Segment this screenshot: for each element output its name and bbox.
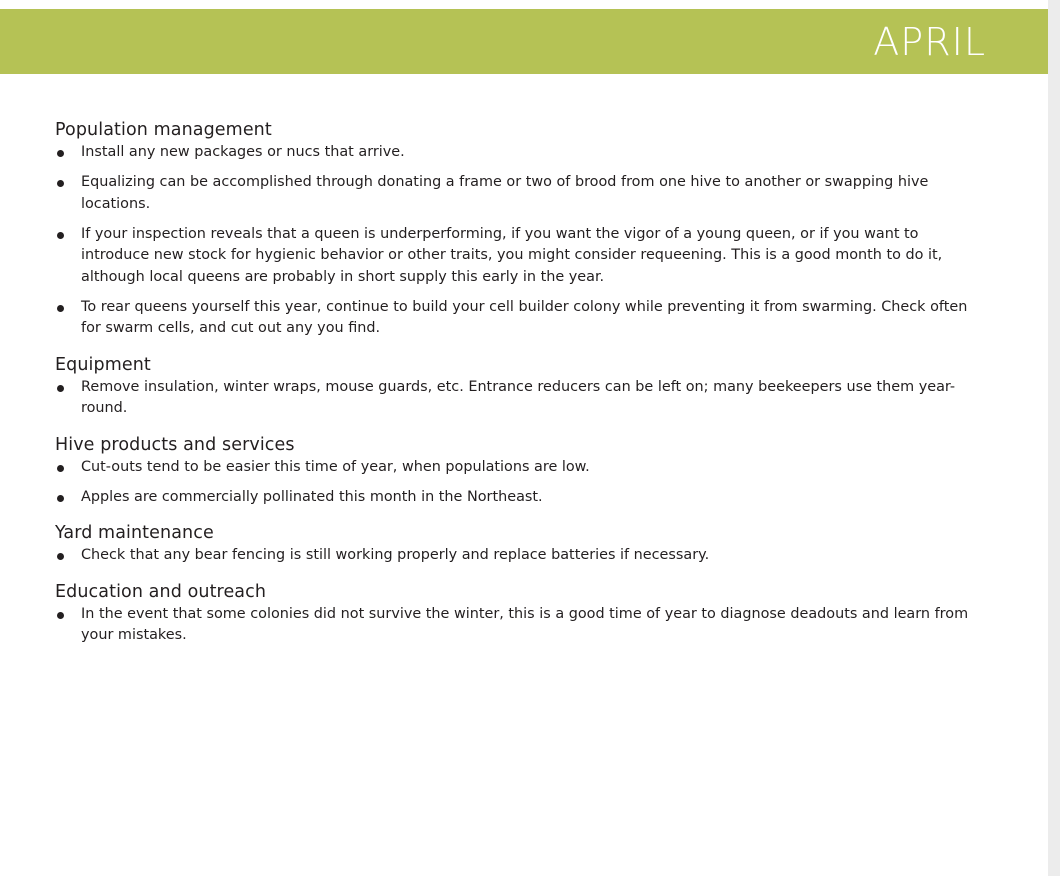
list-item-text: To rear queens yourself this year, continue to build your cell builder colony while preventing it from swarming. Check often for swarm cells, and cut out any you find. [81, 298, 968, 336]
section-heading: Education and outreach [55, 581, 267, 602]
bullet-icon [57, 150, 64, 157]
list-item-text: Remove insulation, winter wraps, mouse guards, etc. Entrance reducers can be left on; many beekeepers use them year-round. [81, 378, 956, 416]
list-item-text: In the event that some colonies did not survive the winter, this is a good time of year to diagnose deadouts and learn from your mistakes. [81, 605, 969, 643]
section-population-management [55, 118, 980, 340]
page-top-margin [0, 0, 1048, 9]
section-heading: Equipment [55, 354, 151, 375]
section-equipment [55, 353, 980, 420]
month-title: APRIL [873, 20, 986, 64]
list-item-text: Check that any bear fencing is still working properly and replace batteries if necessary. [81, 547, 710, 563]
list-item [55, 297, 980, 340]
list-item-text: Install any new packages or nucs that arrive. [81, 144, 405, 160]
checklist-content [55, 118, 980, 660]
bullet-icon [57, 385, 64, 392]
bullet-icon [57, 180, 64, 187]
section-heading: Population management [55, 120, 272, 140]
bullet-list [55, 604, 980, 647]
list-item-text: Cut-outs tend to be easier this time of year, when populations are low. [81, 458, 590, 475]
section-education-outreach [55, 580, 980, 647]
bullet-icon [57, 232, 64, 239]
bullet-icon [57, 305, 64, 312]
list-item [55, 172, 980, 215]
bullet-icon [57, 465, 64, 472]
section-heading: Yard maintenance [55, 523, 214, 543]
list-item [55, 224, 980, 289]
bullet-list [55, 457, 980, 509]
list-item [55, 377, 980, 420]
section-yard-maintenance [55, 521, 980, 567]
list-item-text: Equalizing can be accomplished through donating a frame or two of brood from one hive to another or swapping hive locations. [81, 174, 929, 212]
bullet-icon [57, 495, 64, 502]
list-item [55, 142, 980, 164]
list-item [55, 604, 980, 647]
scrollbar-track[interactable] [1048, 0, 1060, 876]
bullet-list [55, 142, 980, 340]
bullet-list [55, 545, 980, 567]
bullet-list [55, 377, 980, 420]
section-hive-products [55, 433, 980, 509]
bullet-icon [57, 553, 64, 560]
list-item [55, 545, 980, 567]
list-item-text: Apples are commercially pollinated this month in the Northeast. [81, 488, 543, 505]
bullet-icon [57, 612, 64, 619]
section-heading: Hive products and services [55, 434, 295, 455]
month-header-band [0, 9, 1048, 74]
list-item [55, 487, 980, 509]
list-item-text: If your inspection reveals that a queen is underperforming, if you want the vigor of a young queen, or if you want to introduce new stock for hygienic behavior or other traits, you might consider requeening. This is a good month to do it, although local queens are probably in short supply this early in the year. [81, 225, 943, 285]
list-item [55, 457, 980, 479]
